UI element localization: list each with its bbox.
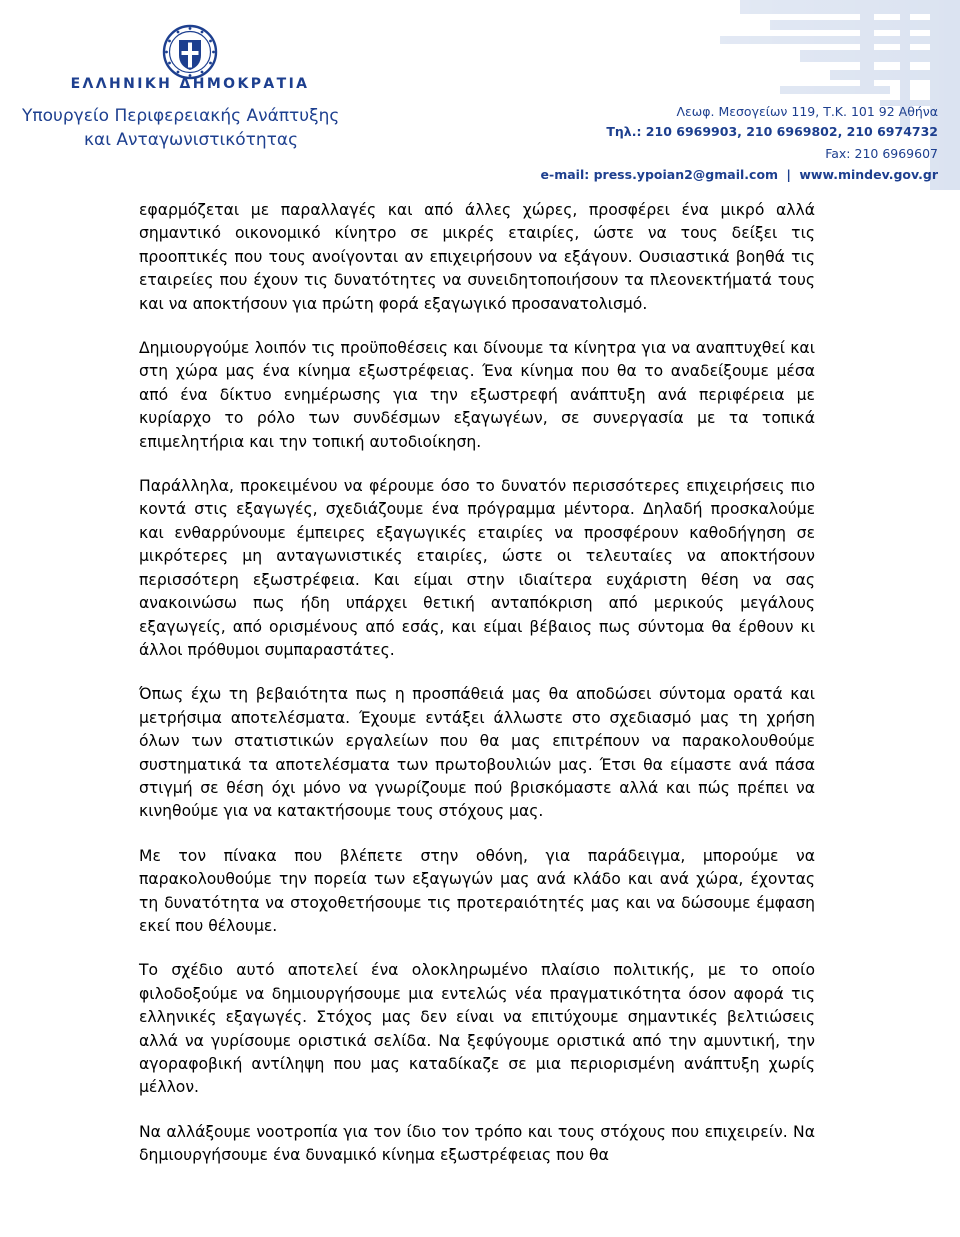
paragraph: Δημιουργούμε λοιπόν τις προϋποθέσεις και δίνουμε τα κίνητρα για να αναπτυχθεί και στη χώρα μας ένα κίνημα εξωστρέφειας. Ένα κίνημα που θα το αναδείξουμε μέσα από ένα δίκτυο ενημέρωσης για την εξωστρεφή ανάπτυξη ανά περιφέρεια με κυρίαρχο το ρόλο των συνδέσμων εξαγωγέων, σε συνεργασία με τα τοπικά επιμελητήρια και την τοπική αυτοδιοίκηση.: [139, 339, 815, 451]
hellenic-republic-emblem-icon: [162, 24, 218, 80]
contact-phones: Τηλ.: 210 6969903, 210 6969802, 210 6974732: [606, 124, 938, 139]
contact-address: Λεωφ. Μεσογείων 119, Τ.Κ. 101 92 Αθήνα: [676, 104, 938, 119]
paragraph: εφαρμόζεται με παραλλαγές και από άλλες χώρες, προσφέρει ένα μικρό αλλά σημαντικό οικονομικό κίνητρο σε μικρές εταιρίες, ώστε να τους δείξει τις προοπτικές που τους ανοίγονται αν επιχειρήσουν να εξάγουν. Ουσιαστικά βοηθά τις εταιρείες που έχουν τις δυνατότητες να συνειδητοποιήσουν τα πλεονεκτήματά τους και να αποκτήσουν για πρώτη φορά εξαγωγικό προσανατολισμό.: [139, 201, 815, 313]
decorative-pattern: [440, 0, 960, 190]
paragraph: Να αλλάξουμε νοοτροπία για τον ίδιο τον τρόπο και τους στόχους που επιχειρείν. Να δημιουργήσουμε ένα δυναμικό κίνημα εξωστρέφειας που θα: [139, 1122, 815, 1165]
contact-email[interactable]: e-mail: press.ypoian2@gmail.com: [540, 167, 779, 182]
paragraph: Το σχέδιο αυτό αποτελεί ένα ολοκληρωμένο πλαίσιο πολιτικής, με το οποίο φιλοδοξούμε να δημιουργήσουμε μια εντελώς νέα πραγματικότητα όσον αφορά τις ελληνικές εξαγωγές. Στόχος μας δεν είναι να επιτύχουμε σημαντικές βελτιώσεις αλλά να γυρίσουμε οριστικά σελίδα. Να ξεφύγουμε οριστικά από την αμυντική, την αγοραφοβική αντίληψη που μας καταδίκαζε σε μια περιορισμένη ανάπτυξη χωρίς μέλλον.: [139, 961, 815, 1097]
ministry-name-line-2: και Ανταγωνιστικότητας: [84, 130, 299, 150]
paragraph: Με τον πίνακα που βλέπετε στην οθόνη, για παράδειγμα, μπορούμε να παρακολουθούμε την πορεία των εξαγωγών μας ανά κλάδο και ανά χώρα, έχοντας τη δυνατότητα να στοχοθετήσουμε τις προτεραιότητές μας και να δώσουμε έμφαση εκεί που θέλουμε.: [139, 846, 815, 935]
ministry-name-line-1: Υπουργείο Περιφερειακής Ανάπτυξης: [22, 106, 340, 126]
document-body: [139, 199, 815, 1168]
letterhead: [0, 0, 960, 190]
contact-website[interactable]: www.mindev.gov.gr: [799, 167, 938, 182]
contact-fax: Fax: 210 6969607: [825, 146, 938, 161]
republic-title: ΕΛΛΗΝΙΚΗ ΔΗΜΟΚΡΑΤΙΑ: [70, 76, 310, 92]
paragraph: Όπως έχω τη βεβαιότητα πως η προσπάθειά μας θα αποδώσει σύντομα ορατά και μετρήσιμα αποτελέσματα. Έχουμε εντάξει άλλωστε στο σχεδιασμό μας τη χρήση όλων των στατιστικών εργαλείων που θα μας επιτρέπουν να παρακολουθούμε συστηματικά τα αποτελέσματα των πρωτοβουλιών μας. Έτσι θα είμαστε ανά πάσα στιγμή σε θέση όχι μόνο να γνωρίζουμε πού βρισκόμαστε αλλά και πώς πρέπει να κινηθούμε για να κατακτήσουμε τους στόχους μας.: [139, 685, 815, 821]
contact-separator: |: [786, 167, 791, 182]
paragraph: Παράλληλα, προκειμένου να φέρουμε όσο το δυνατόν περισσότερες επιχειρήσεις πιο κοντά στις εξαγωγές, σχεδιάζουμε ένα πρόγραμμα μέντορα. Δηλαδή προσκαλούμε και ενθαρρύνουμε έμπειρες εξαγωγικές εταιρίες να προσφέρουν καθοδήγηση σε μικρότερες μη ανταγωνιστικές εταιρίες, ώστε οι τελευταίες να αποκτήσουν περισσότερη εξωστρέφεια. Και είμαι στην ιδιαίτερα ευχάριστη θέση να σας ανακοινώσω πως ήδη υπάρχει θετική ανταπόκριση από μερικούς μεγάλους εξαγωγείς, από ορισμένους από εσάς, και είμαι βέβαιος πως σύντομα θα έρθουν κι άλλοι πρόθυμοι συμπαραστάτες.: [139, 477, 815, 659]
contact-email-web: [541, 167, 938, 182]
